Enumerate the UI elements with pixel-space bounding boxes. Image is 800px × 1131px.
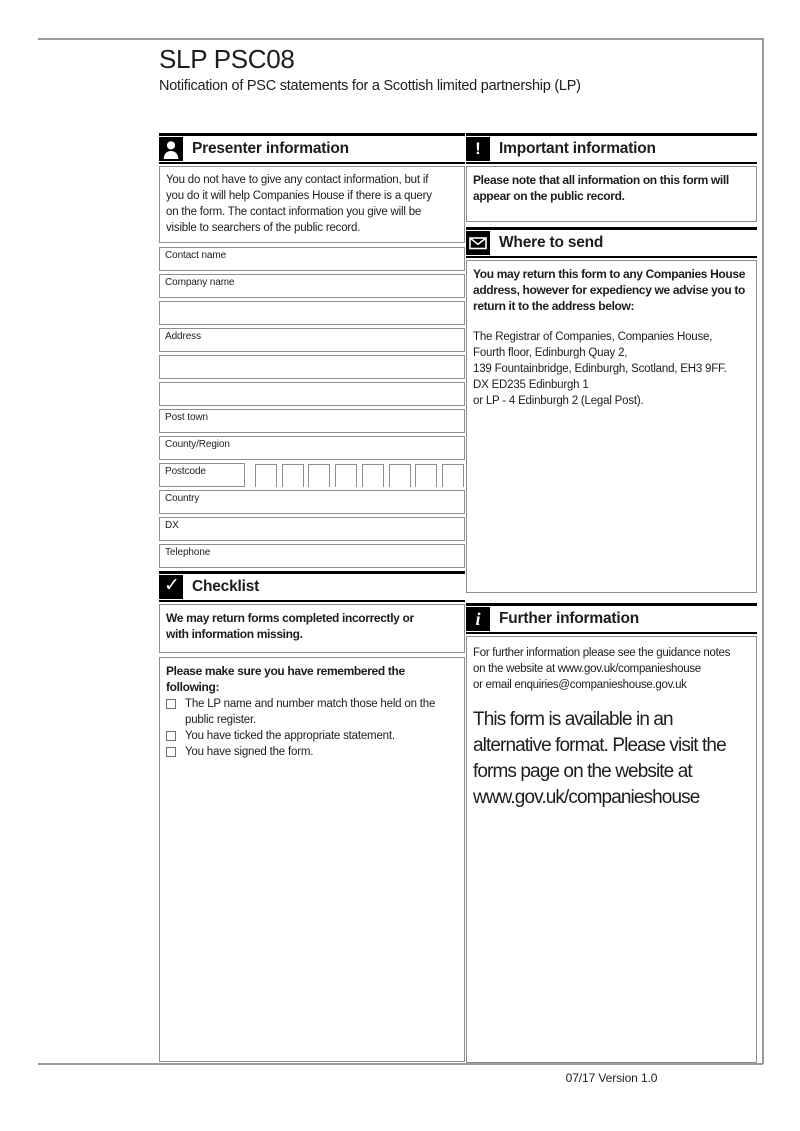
checklist-section-header bbox=[159, 571, 465, 602]
telephone-field[interactable] bbox=[159, 544, 465, 568]
presenter-intro-line: you do it will help Companies House if there is a query bbox=[166, 190, 432, 202]
dx-label: DX bbox=[165, 520, 179, 531]
contact-name-label: Contact name bbox=[165, 250, 227, 261]
further-guidance-line: on the website at www.gov.uk/companieshouse bbox=[473, 663, 701, 675]
bottom-rule bbox=[38, 1063, 763, 1065]
further-guidance-line: or email enquiries@companieshouse.gov.uk bbox=[473, 679, 687, 691]
alt-format-line: www.gov.uk/companieshouse bbox=[473, 787, 700, 808]
check-icon bbox=[159, 575, 183, 599]
info-icon bbox=[466, 607, 490, 631]
county-region-label: County/Region bbox=[165, 439, 230, 450]
checklist-item-line: You have signed the form. bbox=[185, 746, 314, 758]
registrar-address-line: The Registrar of Companies, Companies House, bbox=[473, 331, 713, 343]
version-footer: 07/17 Version 1.0 bbox=[565, 1071, 658, 1085]
checkbox-icon[interactable] bbox=[166, 747, 176, 757]
registrar-address bbox=[473, 329, 750, 409]
further-information-box bbox=[466, 636, 757, 1063]
registrar-address-line: 139 Fountainbridge, Edinburgh, Scotland, EH3 9FF. bbox=[473, 363, 727, 375]
where-to-send-intro bbox=[473, 266, 750, 314]
post-town-field[interactable] bbox=[159, 409, 465, 433]
checkbox-icon[interactable] bbox=[166, 731, 176, 741]
important-section-header bbox=[466, 133, 757, 164]
checklist-item bbox=[166, 696, 458, 728]
person-icon bbox=[159, 137, 183, 161]
presenter-intro-line: visible to searchers of the public record. bbox=[166, 222, 361, 234]
company-name-field[interactable] bbox=[159, 274, 465, 298]
postcode-char-boxes bbox=[255, 464, 464, 487]
top-rule bbox=[38, 38, 763, 40]
further-information-section-header bbox=[466, 603, 757, 634]
exclamation-icon bbox=[466, 137, 490, 161]
where-to-send-box bbox=[466, 260, 757, 593]
check-glyph: ✓ bbox=[164, 574, 180, 596]
alt-format-line: alternative format. Please visit the bbox=[473, 735, 726, 756]
postcode-char-box[interactable] bbox=[255, 464, 277, 487]
checklist-item bbox=[166, 728, 458, 744]
registrar-address-line: or LP - 4 Edinburgh 2 (Legal Post). bbox=[473, 395, 644, 407]
where-to-send-section-header bbox=[466, 227, 757, 258]
address-extra-field-2[interactable] bbox=[159, 382, 465, 406]
where-to-send-section-title: Where to send bbox=[499, 234, 604, 251]
checklist-item-line: You have ticked the appropriate statement. bbox=[185, 730, 395, 742]
presenter-section-header bbox=[159, 133, 465, 164]
important-note-line: appear on the public record. bbox=[473, 189, 625, 203]
checklist-reminder bbox=[159, 657, 465, 1062]
form-code: SLP PSC08 bbox=[159, 44, 295, 74]
company-name-extra-field[interactable] bbox=[159, 301, 465, 325]
presenter-intro-line: You do not have to give any contact information, but if bbox=[166, 174, 429, 186]
postcode-char-box[interactable] bbox=[282, 464, 304, 487]
important-note-line: Please note that all information on this form will bbox=[473, 173, 729, 187]
registrar-address-line: DX ED235 Edinburgh 1 bbox=[473, 379, 589, 391]
country-field[interactable] bbox=[159, 490, 465, 514]
registrar-address-line: Fourth floor, Edinburgh Quay 2, bbox=[473, 347, 628, 359]
checklist-heading-line: Please make sure you have remembered the bbox=[166, 664, 405, 678]
checklist-warning-line: with information missing. bbox=[166, 627, 303, 641]
alt-format-line: forms page on the website at bbox=[473, 761, 692, 782]
postcode-char-box[interactable] bbox=[308, 464, 330, 487]
alt-format-notice bbox=[473, 707, 750, 811]
further-guidance bbox=[473, 645, 750, 693]
exclamation-glyph: ! bbox=[475, 139, 481, 158]
where-to-send-intro-line: You may return this form to any Companies House bbox=[473, 267, 746, 281]
checklist-warning bbox=[159, 604, 465, 653]
presenter-intro bbox=[159, 166, 465, 243]
further-guidance-line: For further information please see the guidance notes bbox=[473, 647, 731, 659]
right-rule bbox=[762, 38, 764, 1064]
important-section-title: Important information bbox=[499, 140, 656, 157]
presenter-intro-line: on the form. The contact information you give will be bbox=[166, 206, 422, 218]
alt-format-line: This form is available in an bbox=[473, 709, 673, 730]
postcode-char-box[interactable] bbox=[335, 464, 357, 487]
contact-name-field[interactable] bbox=[159, 247, 465, 271]
checklist-section-title: Checklist bbox=[192, 578, 260, 595]
info-glyph: i bbox=[475, 608, 481, 629]
checklist-warning-line: We may return forms completed incorrectly or bbox=[166, 611, 414, 625]
address-extra-field-1[interactable] bbox=[159, 355, 465, 379]
county-region-field[interactable] bbox=[159, 436, 465, 460]
where-to-send-intro-line: return it to the address below: bbox=[473, 299, 635, 313]
checkbox-icon[interactable] bbox=[166, 699, 176, 709]
postcode-label: Postcode bbox=[165, 466, 206, 477]
further-information-section-title: Further information bbox=[499, 610, 639, 627]
address-field[interactable] bbox=[159, 328, 465, 352]
postcode-char-box[interactable] bbox=[415, 464, 437, 487]
envelope-icon bbox=[466, 231, 490, 255]
postcode-char-box[interactable] bbox=[389, 464, 411, 487]
postcode-char-box[interactable] bbox=[442, 464, 464, 487]
presenter-section-title: Presenter information bbox=[192, 140, 349, 157]
country-label: Country bbox=[165, 493, 200, 504]
postcode-field[interactable] bbox=[159, 463, 245, 487]
checklist-heading-line: following: bbox=[166, 680, 220, 694]
address-label: Address bbox=[165, 331, 201, 342]
title-block bbox=[159, 44, 581, 96]
post-town-label: Post town bbox=[165, 412, 209, 423]
checklist-item-line: The LP name and number match those held on the bbox=[185, 698, 436, 710]
checklist-item bbox=[166, 744, 458, 760]
dx-field[interactable] bbox=[159, 517, 465, 541]
form-subtitle: Notification of PSC statements for a Scottish limited partnership (LP) bbox=[159, 78, 581, 94]
where-to-send-intro-line: address, however for expediency we advise you to bbox=[473, 283, 745, 297]
company-name-label: Company name bbox=[165, 277, 235, 288]
important-note bbox=[466, 166, 757, 222]
checklist-item-line: public register. bbox=[185, 714, 256, 726]
telephone-label: Telephone bbox=[165, 547, 211, 558]
postcode-char-box[interactable] bbox=[362, 464, 384, 487]
